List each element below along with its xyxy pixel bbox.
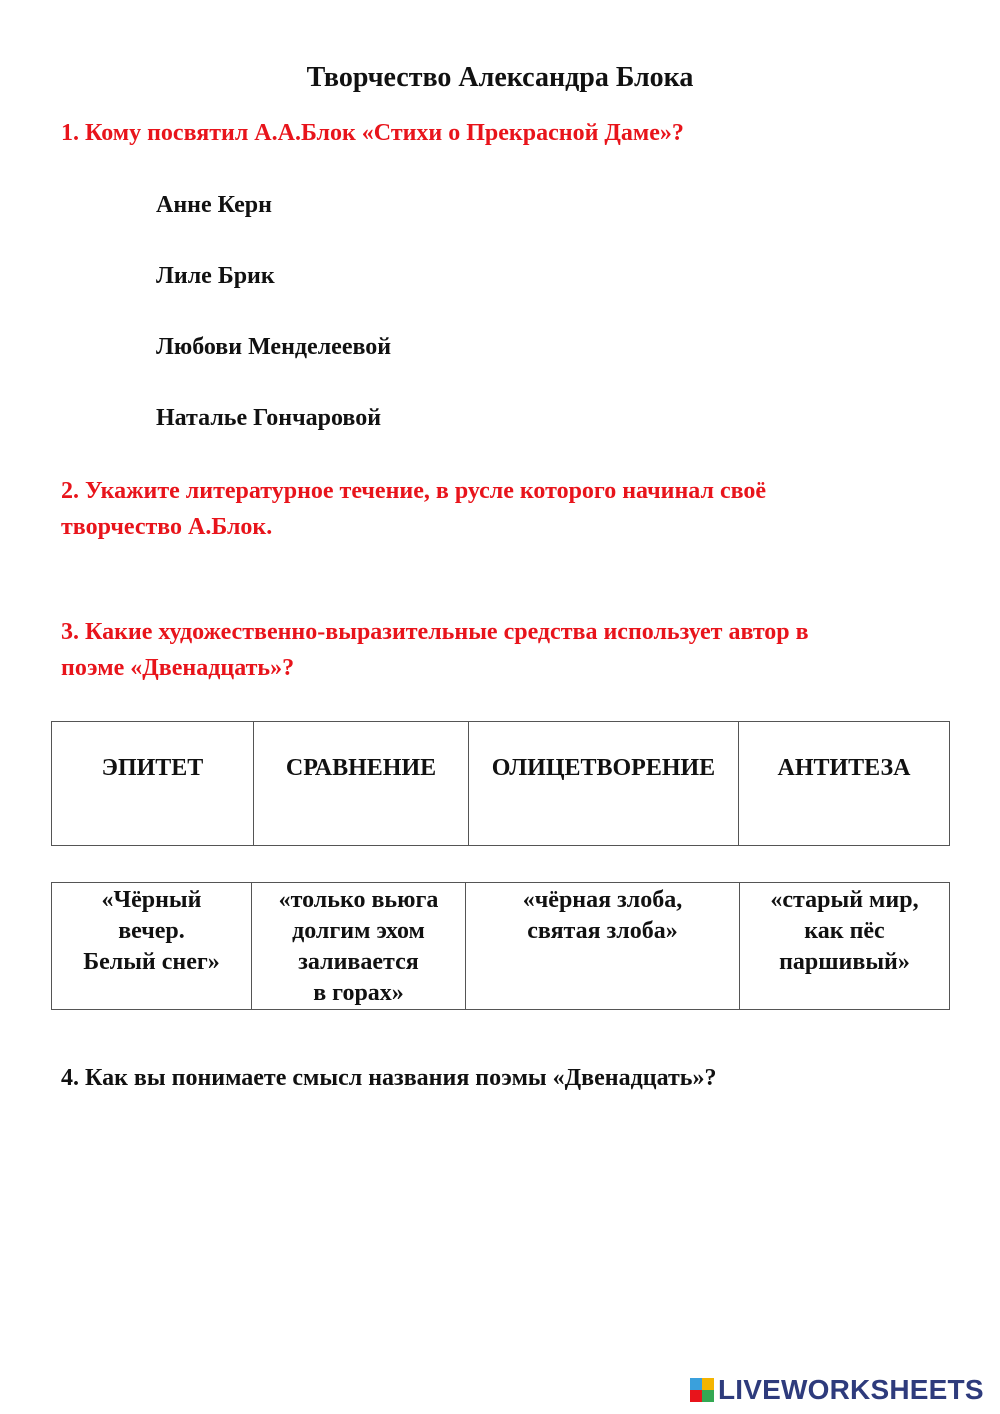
question-2-line-2: творчество А.Блок. (61, 514, 273, 540)
question-3-line-2: поэме «Двенадцать»? (61, 655, 295, 681)
example-cell-2[interactable] (252, 883, 466, 1010)
term-drop-zone-personification[interactable] (469, 722, 739, 846)
question-3-line-1: 3. Какие художественно-выразительные средства использует автор в (61, 619, 809, 645)
terms-row (52, 722, 950, 846)
term-personification: ОЛИЦЕТВОРЕНИЕ (491, 755, 716, 781)
example-1-line: Белый снег» (83, 949, 220, 975)
term-drop-zone-comparison[interactable] (254, 722, 469, 846)
examples-table (51, 882, 950, 1010)
question-2 (61, 473, 941, 545)
term-drop-zone-epithet[interactable] (52, 722, 254, 846)
option-lyubovi-mendeleevoy[interactable]: Любови Менделеевой (156, 334, 392, 360)
liveworksheets-logo-icon (690, 1378, 714, 1402)
example-cell-1[interactable] (52, 883, 252, 1010)
logo-square-icon (702, 1390, 714, 1402)
example-2-line: «только вьюга (278, 887, 439, 913)
examples-row (52, 883, 950, 1010)
example-cell-4[interactable] (740, 883, 950, 1010)
example-1-line: «Чёрный (101, 887, 202, 913)
example-cell-3[interactable] (466, 883, 740, 1010)
question-3 (61, 614, 941, 686)
liveworksheets-logo-text: LIVEWORKSHEETS (718, 1374, 984, 1405)
option-anne-kern[interactable]: Анне Керн (156, 192, 272, 218)
term-epithet: ЭПИТЕТ (101, 755, 204, 781)
example-2-line: долгим эхом (292, 918, 425, 944)
example-4-line: «старый мир, (770, 887, 919, 913)
question-4: 4. Как вы понимаете смысл названия поэмы «Двенадцать»? (61, 1065, 717, 1091)
example-4-line: паршивый» (779, 949, 910, 975)
question-2-line-1: 2. Укажите литературное течение, в русле которого начинал своё (61, 478, 767, 504)
logo-square-icon (690, 1390, 702, 1402)
liveworksheets-logo[interactable] (690, 1374, 984, 1406)
logo-square-icon (690, 1378, 702, 1390)
page-title: Творчество Александра Блока (306, 62, 694, 93)
option-lile-brik[interactable]: Лиле Брик (156, 263, 275, 289)
example-4-line: как пёс (804, 918, 885, 944)
example-2-line: в горах» (313, 980, 404, 1006)
example-2-line: заливается (298, 949, 419, 975)
term-antithesis: АНТИТЕЗА (777, 755, 911, 781)
question-1: 1. Кому посвятил А.А.Блок «Стихи о Прекрасной Даме»? (61, 120, 684, 146)
example-3-line: «чёрная злоба, (522, 887, 683, 913)
example-1-line: вечер. (118, 918, 185, 944)
logo-square-icon (702, 1378, 714, 1390)
terms-table (51, 721, 950, 846)
option-natalie-goncharovoy[interactable]: Наталье Гончаровой (156, 405, 382, 431)
example-3-line: святая злоба» (527, 918, 678, 944)
term-drop-zone-antithesis[interactable] (739, 722, 950, 846)
term-comparison: СРАВНЕНИЕ (285, 755, 437, 781)
